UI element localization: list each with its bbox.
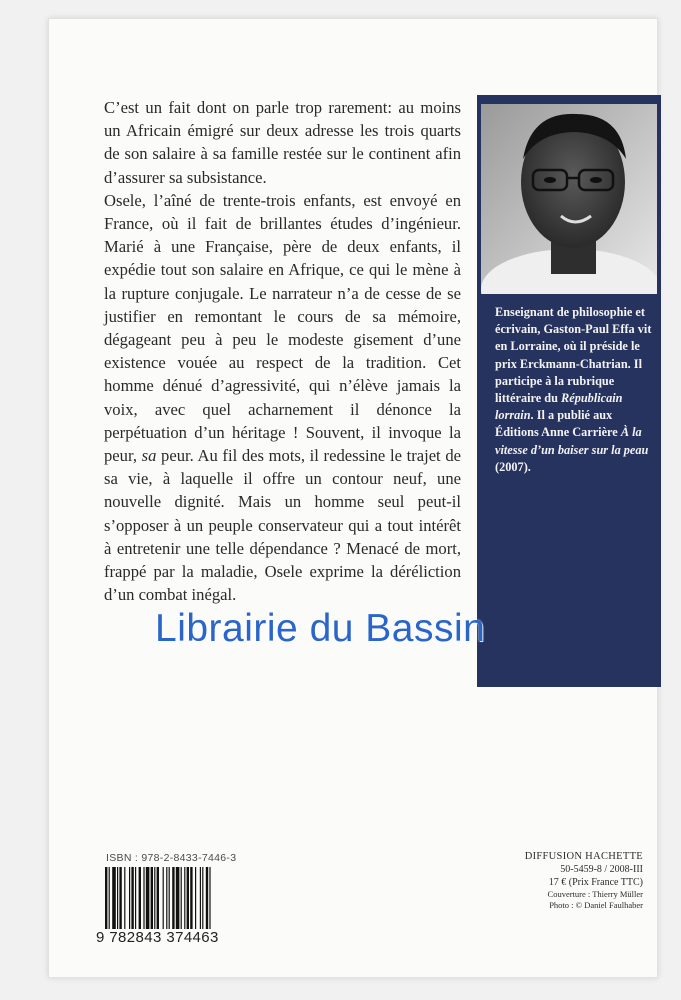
barcode-bar: [163, 867, 164, 929]
barcode-bar: [195, 867, 196, 929]
cover-credit: Couverture : Thierry Müller: [547, 889, 643, 899]
distributor-name: DIFFUSION HACHETTE: [524, 851, 643, 862]
barcode-bar: [166, 867, 167, 929]
barcode: [103, 867, 253, 929]
barcode-bar: [151, 867, 153, 929]
blurb-paragraph-1: C’est un fait dont on parle trop rarement: au moins un Africain émigré sur deux adresse les trois quarts de son salaire à sa famille restée sur le continent afin d’assurer sa subsistance.: [104, 98, 461, 187]
barcode-bar: [157, 867, 159, 929]
bookstore-watermark: Librairie du Bassin: [155, 607, 486, 650]
barcode-bar: [202, 867, 203, 929]
bio-text-1: Enseignant de philosophie et écrivain, Gaston-Paul Effa vit en Lorraine, où il préside le prix Erckmann-Chatrian. Il participe à la rubrique littéraire du: [495, 305, 652, 406]
distribution-info: [480, 850, 643, 911]
photo-credit: Photo : © Daniel Faulhaber: [549, 900, 643, 910]
author-bio: [495, 304, 659, 476]
barcode-bar: [143, 867, 144, 929]
barcode-bar: [105, 867, 107, 929]
barcode-bar: [139, 867, 141, 929]
barcode-bar: [206, 867, 208, 929]
barcode-bar: [172, 867, 174, 929]
barcode-bar: [119, 867, 121, 929]
bio-text-2: . Il a publié aux Éditions Anne Carrière: [495, 408, 621, 440]
barcode-bar: [187, 867, 189, 929]
barcode-bar: [135, 867, 136, 929]
barcode-number: 9 782843 374463: [96, 929, 219, 946]
barcode-bar: [146, 867, 150, 929]
barcode-bar: [184, 867, 185, 929]
isbn-label: ISBN : 978-2-8433-7446-3: [106, 852, 237, 864]
blurb-text: [104, 96, 461, 606]
barcode-bar: [209, 867, 210, 929]
price: 17 € (Prix France TTC): [548, 876, 643, 888]
bio-text-3: (2007).: [495, 459, 531, 474]
barcode-bar: [169, 867, 170, 929]
bio-newspaper: Républicain lorrain: [495, 391, 623, 423]
blurb-p2-emphasis: sa: [141, 446, 157, 466]
barcode-bar: [154, 867, 155, 929]
bio-book-title: À la vitesse d’un baiser sur la peau: [495, 425, 649, 457]
barcode-bar: [124, 867, 125, 929]
blurb-paragraph-2: [104, 189, 461, 607]
blurb-p2-start: Osele, l’aîné de trente-trois enfants, est envoyé en France, où il fait de brillantes études d’ingénieur. Marié à une Française, père de deux enfants, il expédie tout son salaire en Afrique, ce qui le mène à la rupture conjugale. Le narrateur n’a de cesse de se justifier en remontant le cours de sa mémoire, dégageant peu à peu le modeste gisement d’une existence vouée au respect de la tradition. Cet homme dénué d’agressivité, qui n’élève jamais la voix, avec quel acharnement il dénonce la perpétuation d’un héritage ! Souvent, il invoque la peur,: [104, 190, 461, 466]
blurb-p2-end: peur. Au fil des mots, il redessine le trajet de sa vie, à laquelle il offre un contour neuf, une nouvelle dignité. Mais un homme seul peut-il s’opposer à un peuple conservateur qui a tout intérêt à entretenir une telle dépendance ? Menacé de mort, frappé par la maladie, Osele exprime la déréliction d’un combat inégal.: [104, 446, 461, 605]
product-code: 50-5459-8 / 2008-III: [560, 864, 643, 875]
barcode-bar: [181, 867, 182, 929]
barcode-bar: [176, 867, 180, 929]
barcode-bar: [131, 867, 133, 929]
barcode-bar: [112, 867, 116, 929]
barcode-bar: [129, 867, 130, 929]
barcode-bar: [190, 867, 192, 929]
barcode-bar: [200, 867, 201, 929]
barcode-bar: [117, 867, 118, 929]
author-photo: [481, 104, 657, 294]
barcode-bar: [109, 867, 110, 929]
